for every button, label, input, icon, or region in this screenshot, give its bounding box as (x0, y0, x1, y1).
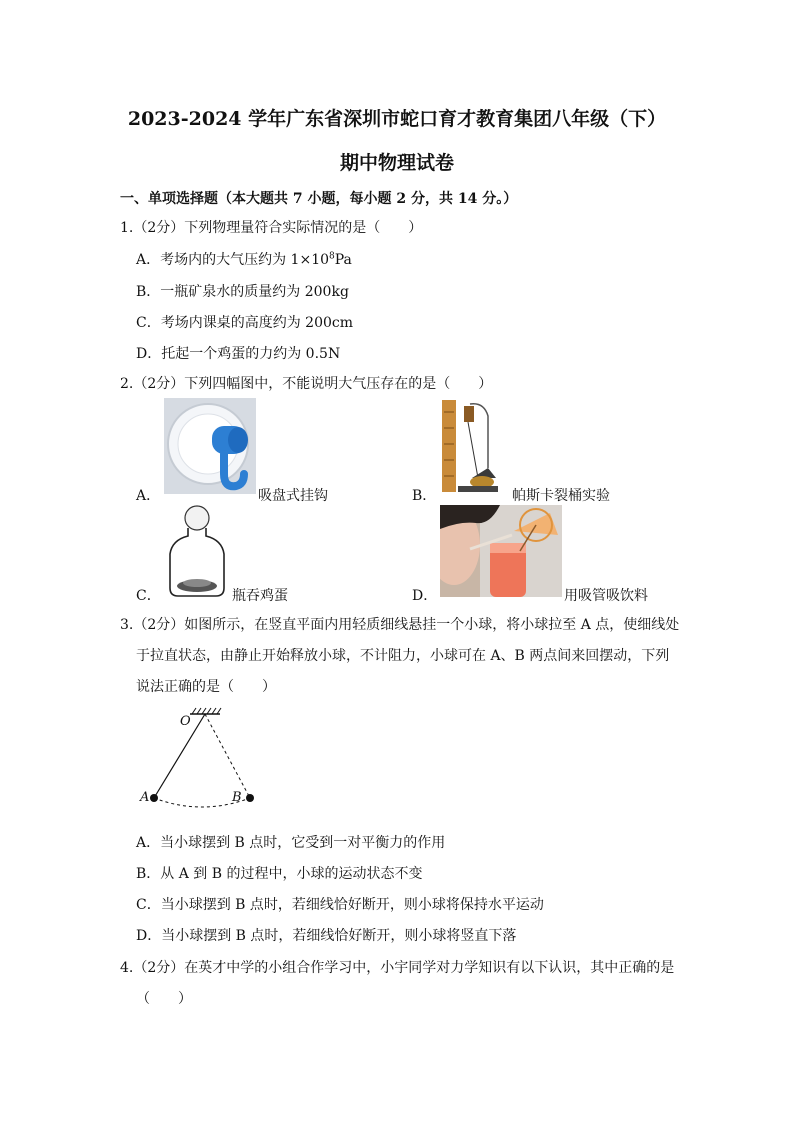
q3-option-c: C．当小球摆到 B 点时，若细线恰好断开，则小球将保持水平运动 (136, 897, 544, 913)
q3-option-d: D．当小球摆到 B 点时，若细线恰好断开，则小球将竖直下落 (136, 928, 517, 944)
q2-option-d-caption: 用吸管吸饮料 (564, 588, 648, 604)
exam-title-line2: 期中物理试卷 (339, 152, 454, 174)
q2-stem: 2.（2分）下列四幅图中，不能说明大气压存在的是（ ） (120, 376, 493, 392)
pendulum-diagram (130, 706, 270, 810)
suction-hook-image (164, 398, 256, 494)
q3-stem-line3: 说法正确的是（ ） (136, 679, 276, 695)
pascal-barrel-image (440, 398, 498, 494)
q1-option-c: C．考场内课桌的高度约为 200cm (136, 315, 353, 331)
q1-option-b: B．一瓶矿泉水的质量约为 200kg (136, 284, 349, 300)
section-heading: 一、单项选择题（本大题共 7 小题，每小题 2 分，共 14 分。） (120, 191, 518, 207)
label-a: A (140, 790, 150, 805)
q3-option-b: B．从 A 到 B 的过程中，小球的运动状态不变 (136, 866, 423, 882)
q1-option-d: D．托起一个鸡蛋的力约为 0.5N (136, 346, 341, 362)
q1-option-a (136, 249, 352, 269)
label-b: B (232, 790, 242, 805)
q2-option-b-letter: B． (412, 488, 437, 504)
q2-option-c-caption: 瓶吞鸡蛋 (232, 588, 288, 604)
q2-option-a-caption: 吸盘式挂钩 (258, 488, 328, 504)
ball-b (246, 794, 254, 802)
q1-option-a-text: A．考场内的大气压约为 1×10 (136, 252, 330, 268)
exam-title-line1: 2023-2024 学年广东省深圳市蛇口育才教育集团八年级（下） (127, 108, 667, 130)
q2-option-d-letter: D． (412, 588, 438, 604)
label-o: O (180, 714, 191, 729)
q3-stem-line2: 于拉直状态，由静止开始释放小球，不计阻力，小球可在 A、B 两点间来回摆动，下列 (136, 648, 670, 664)
q3-option-a: A．当小球摆到 B 点时，它受到一对平衡力的作用 (136, 835, 446, 851)
q4-stem-line2: （ ） (136, 991, 192, 1007)
ball-a (150, 794, 158, 802)
q1-option-a-exponent: 8 (329, 251, 335, 262)
bottle-egg-image (164, 504, 230, 598)
q2-option-b-caption: 帕斯卡裂桶实验 (512, 488, 610, 504)
straw-drink-image (440, 505, 562, 597)
q4-stem-line1: 4.（2分）在英才中学的小组合作学习中，小宇同学对力学知识有以下认识，其中正确的是 (120, 960, 675, 976)
q3-stem-line1: 3.（2分）如图所示，在竖直平面内用轻质细线悬挂一个小球，将小球拉至 A 点，使细线处 (120, 617, 680, 633)
q1-option-a-unit: Pa (334, 252, 352, 268)
q2-option-a-letter: A． (136, 488, 161, 504)
q1-stem: 1.（2分）下列物理量符合实际情况的是（ ） (120, 220, 423, 236)
q2-option-c-letter: C． (136, 588, 161, 604)
